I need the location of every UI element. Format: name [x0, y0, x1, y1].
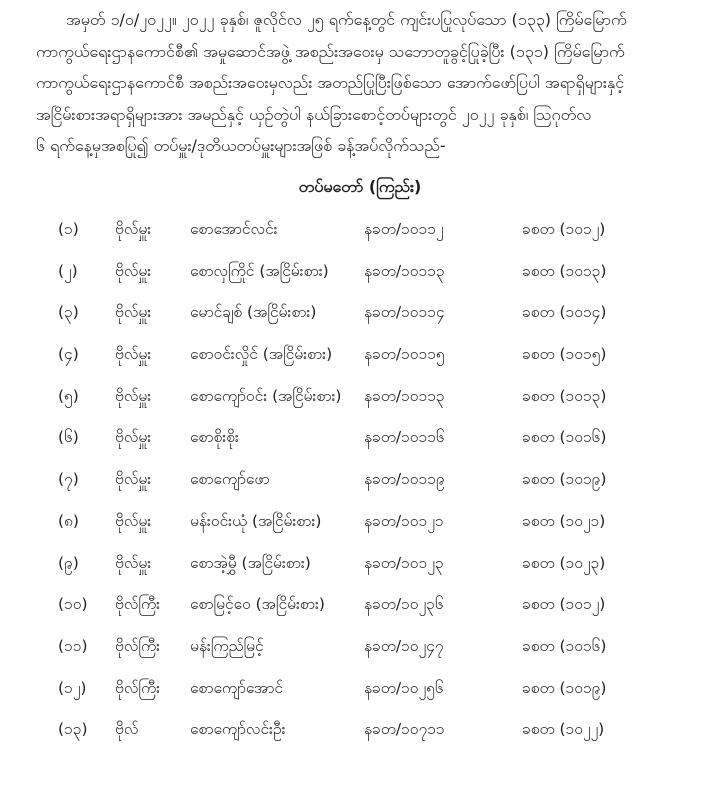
item-number: (၇): [58, 470, 79, 489]
item-number: (၃): [58, 303, 79, 322]
officer-rank: ဗိုလ်ကြီး: [115, 678, 161, 697]
officer-name: မန်းကြည်မြင့်: [190, 636, 264, 655]
list-item: [0, 553, 720, 595]
intro-line: အမှတ် ၁/၀/၂၀၂၂။ ၂၀၂၂ ခုနှစ်၊ ဇူလိုင်လ ၂၅ ရက်နေ့တွင် ကျင်းပပြုလုပ်သော (၁၃၃) ကြိမ်မြောက်: [66, 10, 627, 29]
officer-id: နခတ/၁၀၁၁၄: [364, 303, 445, 322]
unit-code: ခစတ (၁၀၁၉): [522, 470, 607, 489]
officer-id: နခတ/၁၀၂၄၇: [364, 636, 444, 655]
list-item: [0, 678, 720, 720]
officer-name: စောကျော်ဝင်း (အငြိမ်းစား): [190, 386, 342, 405]
intro-line: ကာကွယ်ရေးဌာနကောင်စီ အစည်းအဝေးမှလည်း အတည်ပြုပြီးဖြစ်သော အောက်ဖော်ပြပါ အရာရှိများနှင့်: [36, 73, 625, 92]
officer-name: စောကျော်အောင်: [190, 678, 283, 697]
unit-code: ခစတ (၁၀၁၂): [522, 220, 606, 238]
item-number: (၂): [58, 261, 78, 280]
officer-name: စောအဲ့မွှီ (အငြိမ်းစား): [190, 553, 311, 572]
item-number: (၁၀): [58, 595, 88, 614]
officer-name: စောလှကြိုင် (အငြိမ်းစား): [190, 261, 329, 280]
item-number: (၁၁): [58, 636, 88, 655]
unit-code: ခစတ (၁၀၂၃): [522, 553, 606, 572]
officer-rank: ဗိုလ်ကြီး: [115, 636, 161, 655]
officer-rank: ဗိုလ်: [115, 720, 139, 739]
officer-name: စောစိုးစိုး: [190, 428, 239, 447]
item-number: (၁): [58, 220, 79, 238]
item-number: (၆): [58, 428, 79, 447]
officer-id: နခတ/၁၀၁၁၃: [364, 386, 445, 405]
officer-name: မောင်ချစ် (အငြိမ်းစား): [190, 303, 317, 322]
officer-rank: ဗိုလ်မှူး: [115, 303, 152, 322]
unit-code: ခစတ (၁၀၁၆): [522, 636, 607, 655]
officer-id: နခတ/၁၀၁၂၃: [364, 553, 444, 572]
officer-id: နခတ/၁၀၁၁၆: [364, 428, 445, 447]
intro-paragraph: [36, 4, 686, 162]
unit-code: ခစတ (၁၀၂၁): [522, 511, 606, 530]
list-item: [0, 261, 720, 303]
officer-rank: ဗိုလ်မှူး: [115, 220, 152, 238]
unit-code: ခစတ (၁၀၁၃): [522, 386, 607, 405]
list-item: [0, 386, 720, 428]
list-item: [0, 511, 720, 553]
officer-name: စောဝင်းလှိုင် (အငြိမ်းစား): [190, 345, 333, 364]
unit-code: ခစတ (၁၀၁၅): [522, 345, 607, 364]
item-number: (၄): [58, 345, 79, 364]
officer-rank: ဗိုလ်မှူး: [115, 345, 152, 364]
officer-id: နခတ/၁၀၂၃၆: [364, 595, 444, 614]
list-item: [0, 719, 720, 761]
officer-name: စောကျော်ဖော: [190, 470, 270, 489]
officer-rank: ဗိုလ်မှူး: [115, 261, 152, 280]
item-number: (၅): [58, 386, 79, 405]
list-item: [0, 427, 720, 469]
unit-code: ခစတ (၁၀၁၆): [522, 428, 607, 447]
officer-rank: ဗိုလ်မှူး: [115, 386, 152, 405]
officer-rank: ဗိုလ်မှူး: [115, 553, 152, 572]
officer-rank: ဗိုလ်မှူး: [115, 470, 152, 489]
intro-line: အငြိမ်းစားအရာရှိများအား အမည်နှင့် ယှဉ်တွဲပါ နယ်ခြားစောင့်တပ်များတွင် ၂၀၂၂ ခုနှစ်၊ ဩဂုတ်လ: [36, 104, 592, 124]
unit-code: ခစတ (၁၀၁၂): [522, 595, 606, 614]
officer-rank: ဗိုလ်မှူး: [115, 511, 152, 530]
officer-name: မန်းဝင်းယုံ (အငြိမ်းစား): [190, 511, 322, 530]
list-item: [0, 469, 720, 511]
officer-rank: ဗိုလ်မှူး: [115, 428, 152, 447]
item-number: (၁၂): [58, 678, 87, 697]
unit-code: ခစတ (၁၀၁၃): [522, 261, 607, 280]
unit-code: ခစတ (၁၀၁၉): [522, 678, 607, 697]
unit-code: ခစတ (၁၀၂၂): [522, 720, 605, 739]
item-number: (၉): [58, 553, 79, 572]
appointment-list: [0, 219, 720, 761]
officer-id: နခတ/၁၀၇၁၁: [364, 720, 445, 739]
list-item: [0, 636, 720, 678]
officer-id: နခတ/၁၀၂၅၆: [364, 678, 444, 697]
list-item: [0, 302, 720, 344]
list-item: [0, 219, 720, 261]
officer-name: စောကျော်လင်းဦး: [190, 720, 286, 739]
list-item: [0, 344, 720, 386]
list-item: [0, 594, 720, 636]
officer-name: စောအောင်လင်း: [190, 220, 278, 238]
unit-code: ခစတ (၁၀၁၄): [522, 303, 607, 322]
officer-name: စောမြင့်ဝေ (အငြိမ်းစား): [190, 595, 325, 614]
officer-id: နခတ/၁၀၁၁၉: [364, 470, 445, 489]
officer-id: နခတ/၁၀၁၁၅: [364, 345, 445, 364]
item-number: (၈): [58, 511, 79, 530]
section-title: တပ်မတော် (ကြည်း): [298, 177, 422, 196]
officer-id: နခတ/၁၀၁၁၃: [364, 261, 445, 280]
officer-rank: ဗိုလ်ကြီး: [115, 595, 161, 614]
intro-line: ၆ ရက်နေ့မှအစပြု၍ တပ်မှူး/ဒုတိယတပ်မှူးများအဖြစ် ခန့်အပ်လိုက်သည်-: [36, 136, 446, 155]
item-number: (၁၃): [58, 720, 88, 739]
officer-id: နခတ/၁၀၁၁၂: [364, 220, 444, 238]
intro-line: ကာကွယ်ရေးဌာနကောင်စီ၏ အမှုဆောင်အဖွဲ့ အစည်းအဝေးမှ သဘောတူခွင့်ပြုခဲ့ပြီး (၁၃၁) ကြိမ်မြောက်: [36, 41, 625, 61]
officer-id: နခတ/၁၀၁၂၁: [364, 511, 444, 530]
